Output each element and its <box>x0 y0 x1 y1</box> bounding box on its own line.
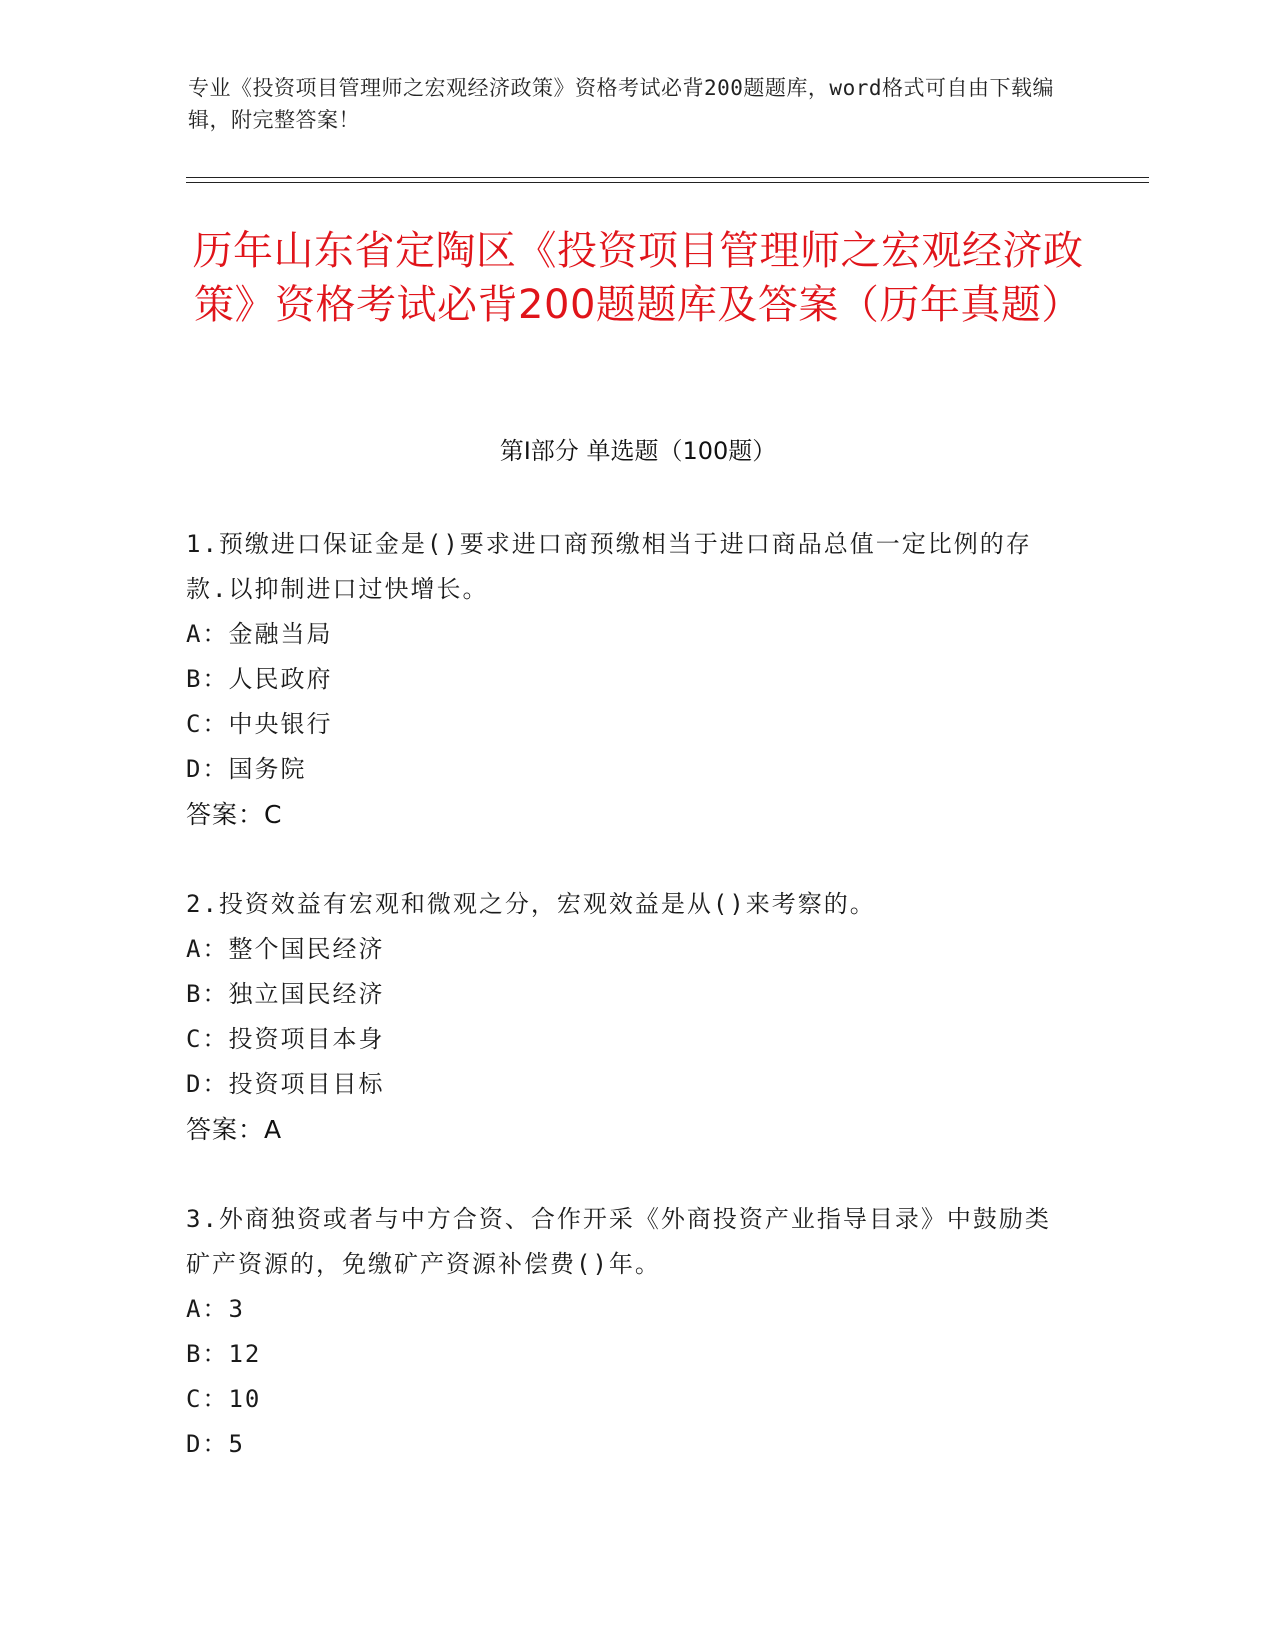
question-option: B：12 <box>186 1340 262 1368</box>
question-option: D：5 <box>186 1430 245 1458</box>
question-answer: 答案：C <box>186 800 283 829</box>
question-option: D：国务院 <box>186 755 307 783</box>
header-divider-top <box>186 177 1149 178</box>
question-list <box>186 522 1066 1467</box>
question-stem: 1.预缴进口保证金是()要求进口商预缴相当于进口商品总值一定比例的存款.以抑制进口过快增长。 <box>186 530 1032 603</box>
question-option: A：3 <box>186 1295 245 1323</box>
question-spacer <box>186 1152 1066 1197</box>
question-option: B：人民政府 <box>186 665 333 693</box>
header-divider-bottom <box>186 182 1149 183</box>
question-stem: 3.外商独资或者与中方合资、合作开采《外商投资产业指导目录》中鼓励类矿产资源的，免缴矿产资源补偿费()年。 <box>186 1205 1051 1278</box>
document-title: 历年山东省定陶区《投资项目管理师之宏观经济政策》资格考试必背200题题库及答案（历年真题） <box>192 228 1084 328</box>
header-note: 专业《投资项目管理师之宏观经济政策》资格考试必背200题题库，word格式可自由下载编辑，附完整答案！ <box>188 76 1054 132</box>
question-item <box>186 882 1066 1152</box>
question-option: B：独立国民经济 <box>186 980 385 1008</box>
question-item <box>186 522 1066 837</box>
question-option: C：投资项目本身 <box>186 1025 385 1053</box>
question-answer: 答案：A <box>186 1115 283 1144</box>
question-item <box>186 1197 1066 1467</box>
question-option: A：金融当局 <box>186 620 333 648</box>
question-option: C：中央银行 <box>186 710 333 738</box>
question-spacer <box>186 837 1066 882</box>
question-option: A：整个国民经济 <box>186 935 385 963</box>
question-option: C：10 <box>186 1385 262 1413</box>
section-title: 第Ⅰ部分 单选题（100题） <box>499 437 777 465</box>
question-stem: 2.投资效益有宏观和微观之分，宏观效益是从()来考察的。 <box>186 890 876 918</box>
question-option: D：投资项目目标 <box>186 1070 385 1098</box>
